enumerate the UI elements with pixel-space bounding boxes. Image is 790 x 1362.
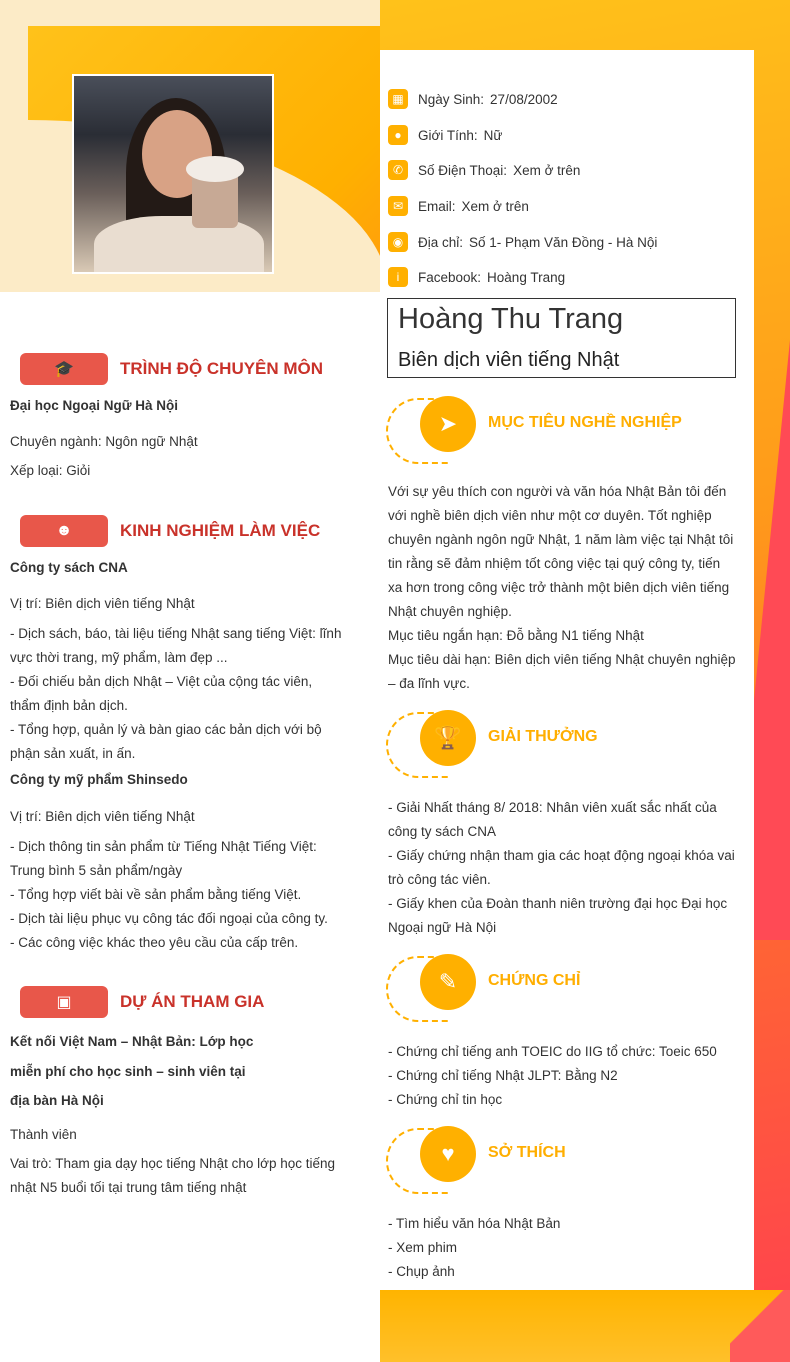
info-phone bbox=[388, 159, 580, 181]
info-gender bbox=[388, 124, 502, 146]
text-line: - Giấy khen của Đoàn thanh niên trường đại học Đại học bbox=[388, 896, 728, 911]
lightbulb-head-icon: ☻ bbox=[20, 515, 108, 547]
desc-line: nhật N5 buổi tối tại trung tâm tiếng nhật bbox=[10, 1180, 247, 1195]
text-line: trò công tác viên. bbox=[388, 872, 491, 887]
text-line: - Chụp ảnh bbox=[388, 1264, 455, 1279]
name-box bbox=[387, 298, 736, 378]
project-name-line: địa bàn Hà Nội bbox=[10, 1093, 104, 1108]
text-line: Mục tiêu dài hạn: Biên dịch viên tiếng Nhật chuyên nghiệp bbox=[388, 652, 736, 667]
project-description bbox=[10, 1152, 335, 1200]
info-address bbox=[388, 231, 657, 253]
info-value: Xem ở trên bbox=[513, 162, 581, 178]
experience-heading bbox=[20, 515, 320, 547]
projects-heading bbox=[20, 986, 264, 1018]
phone-icon: ✆ bbox=[388, 160, 408, 180]
graduation-cap-icon: 🎓 bbox=[20, 353, 108, 385]
calendar-icon: ▦ bbox=[388, 89, 408, 109]
position: Vị trí: Biên dịch viên tiếng Nhật bbox=[10, 596, 195, 611]
hobbies-text bbox=[388, 1212, 748, 1284]
awards-heading bbox=[386, 710, 746, 780]
photo-cream bbox=[186, 156, 244, 182]
section-title: SỞ THÍCH bbox=[488, 1144, 566, 1161]
duty-line: phận sản xuất, in ấn. bbox=[10, 746, 136, 761]
text-line: - Giải Nhất tháng 8/ 2018: Nhân viên xuất sắc nhất của bbox=[388, 800, 717, 815]
certificate-icon: ✎ bbox=[420, 954, 476, 1010]
email-icon: ✉ bbox=[388, 196, 408, 216]
certificates-heading bbox=[386, 954, 746, 1024]
text-line: Ngoại ngữ Hà Nội bbox=[388, 920, 497, 935]
project-name-line: miễn phí cho học sinh – sinh viên tại bbox=[10, 1063, 246, 1079]
heart-icon: ♥ bbox=[420, 1126, 476, 1182]
bottom-background bbox=[380, 1290, 790, 1362]
project-name-line: Kết nối Việt Nam – Nhật Bản: Lớp học bbox=[10, 1034, 254, 1049]
text-line: tin rằng sẽ đảm nhiệm tốt công việc tại quý công ty, tiến bbox=[388, 556, 721, 571]
duty-line: - Đối chiếu bản dịch Nhật – Việt của cộng tác viên, bbox=[10, 674, 313, 689]
duty-line: - Tổng hợp, quản lý và bàn giao các bản dịch với bộ bbox=[10, 722, 322, 737]
profile-photo bbox=[72, 74, 274, 274]
paper-plane-icon: ➤ bbox=[420, 396, 476, 452]
certificates-text bbox=[388, 1040, 748, 1112]
project-role: Thành viên bbox=[10, 1127, 77, 1142]
duty-line: Trung bình 5 sản phẩm/ngày bbox=[10, 863, 183, 878]
section-title: KINH NGHIỆM LÀM VIỆC bbox=[120, 521, 321, 540]
text-line: với nghề biên dịch viên như một cơ duyên. Tốt nghiệp bbox=[388, 508, 712, 523]
person-icon: ● bbox=[388, 125, 408, 145]
text-line: - Chứng chỉ tin học bbox=[388, 1092, 503, 1107]
text-line: - Tìm hiểu văn hóa Nhật Bản bbox=[388, 1216, 561, 1231]
text-line: – đa lĩnh vực. bbox=[388, 676, 470, 691]
duty-line: vực thời trang, mỹ phẩm, làm đẹp ... bbox=[10, 650, 228, 665]
info-birthday bbox=[388, 88, 558, 110]
section-title: GIẢI THƯỞNG bbox=[488, 728, 598, 745]
section-title: CHỨNG CHỈ bbox=[488, 972, 581, 989]
text-line: - Chứng chỉ tiếng anh TOEIC do IIG tổ chức: Toeic 650 bbox=[388, 1044, 717, 1059]
location-icon: ◉ bbox=[388, 232, 408, 252]
briefcase-icon: ▣ bbox=[20, 986, 108, 1018]
text-line: Với sự yêu thích con người và văn hóa Nhật Bản tôi đến bbox=[388, 484, 727, 499]
job-duties bbox=[10, 622, 341, 766]
info-label: Số Điện Thoại: bbox=[418, 162, 508, 178]
info-value: Xem ở trên bbox=[461, 198, 529, 214]
info-facebook bbox=[388, 266, 565, 288]
info-email bbox=[388, 195, 529, 217]
section-title: MỤC TIÊU NGHỀ NGHIỆP bbox=[488, 414, 682, 431]
job-title: Biên dịch viên tiếng Nhật bbox=[398, 349, 620, 371]
position: Vị trí: Biên dịch viên tiếng Nhật bbox=[10, 809, 195, 824]
major: Chuyên ngành: Ngôn ngữ Nhật bbox=[10, 434, 198, 449]
info-label: Facebook: bbox=[418, 269, 482, 285]
duty-line: - Dịch thông tin sản phẩm từ Tiếng Nhật Tiếng Việt: bbox=[10, 839, 317, 854]
hobbies-heading bbox=[386, 1126, 746, 1196]
duty-line: thẩm định bản dịch. bbox=[10, 698, 128, 713]
text-line: Mục tiêu ngắn hạn: Đỗ bằng N1 tiếng Nhật bbox=[388, 628, 644, 643]
info-icon: i bbox=[388, 267, 408, 287]
text-line: công ty sách CNA bbox=[388, 824, 497, 839]
school-name: Đại học Ngoại Ngữ Hà Nội bbox=[10, 398, 179, 413]
photo-body bbox=[94, 216, 264, 274]
awards-text bbox=[388, 796, 748, 940]
info-label: Địa chỉ: bbox=[418, 234, 464, 250]
info-label: Giới Tính: bbox=[418, 127, 478, 143]
objective-heading bbox=[386, 396, 746, 466]
duty-line: - Dịch sách, báo, tài liệu tiếng Nhật sang tiếng Việt: lĩnh bbox=[10, 626, 342, 641]
info-value: 27/08/2002 bbox=[490, 91, 558, 107]
duty-line: - Các công việc khác theo yêu cầu của cấp trên. bbox=[10, 935, 299, 950]
trophy-icon: 🏆 bbox=[420, 710, 476, 766]
company-name: Công ty mỹ phẩm Shinsedo bbox=[10, 772, 188, 787]
text-line: Nhật chuyên nghiệp. bbox=[388, 604, 512, 619]
company-name: Công ty sách CNA bbox=[10, 560, 128, 575]
info-value: Số 1- Phạm Văn Đồng - Hà Nội bbox=[469, 234, 658, 250]
info-value: Nữ bbox=[483, 127, 503, 143]
job-duties bbox=[10, 835, 328, 955]
text-line: chuyên ngành ngôn ngữ Nhật, 1 năm làm việc tại Nhật tôi bbox=[388, 532, 734, 547]
full-name: Hoàng Thu Trang bbox=[398, 303, 624, 335]
text-line: - Xem phim bbox=[388, 1240, 458, 1255]
info-label: Ngày Sinh: bbox=[418, 91, 485, 107]
education-heading bbox=[20, 353, 323, 385]
section-title: DỰ ÁN THAM GIA bbox=[120, 992, 265, 1011]
decor-shade bbox=[730, 1290, 790, 1362]
section-title: TRÌNH ĐỘ CHUYÊN MÔN bbox=[120, 359, 324, 378]
grade: Xếp loại: Giỏi bbox=[10, 463, 91, 478]
info-label: Email: bbox=[418, 198, 456, 214]
text-line: xa hơn trong công việc trở thành một biên dịch viên tiếng bbox=[388, 580, 730, 595]
info-value: Hoàng Trang bbox=[487, 269, 566, 285]
objective-text bbox=[388, 480, 748, 696]
duty-line: - Tổng hợp viết bài về sản phẩm bằng tiếng Việt. bbox=[10, 887, 302, 902]
text-line: - Giấy chứng nhận tham gia các hoạt động ngoại khóa vai bbox=[388, 848, 735, 863]
text-line: - Chứng chỉ tiếng Nhật JLPT: Bằng N2 bbox=[388, 1068, 618, 1083]
duty-line: - Dịch tài liệu phục vụ công tác đối ngoại của công ty. bbox=[10, 911, 328, 926]
desc-line: Vai trò: Tham gia dạy học tiếng Nhật cho lớp học tiếng bbox=[10, 1156, 336, 1171]
project-name bbox=[10, 1027, 253, 1116]
